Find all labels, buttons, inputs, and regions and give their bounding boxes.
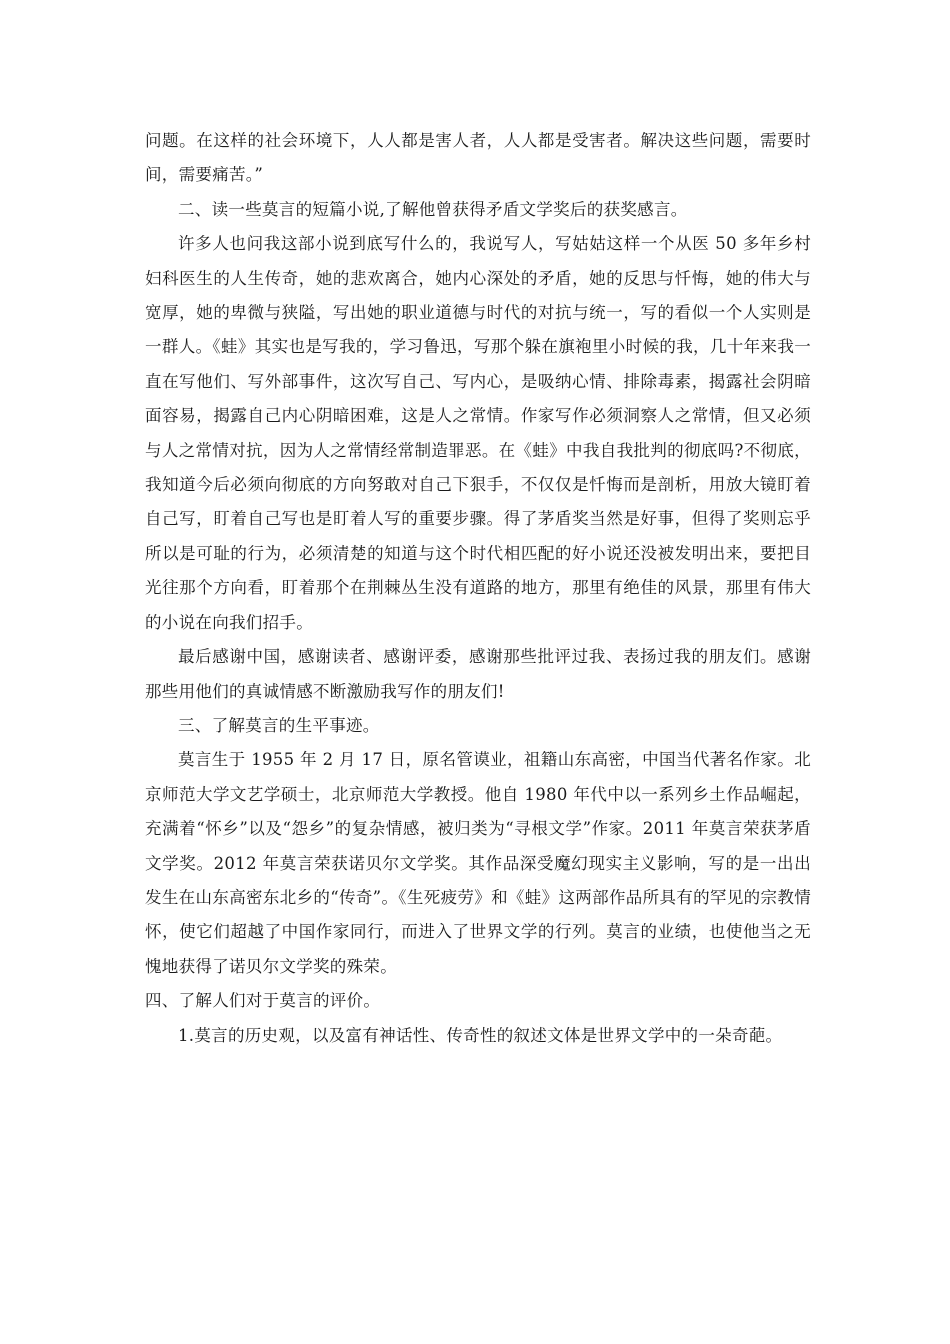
paragraph-continuation: 问题。在这样的社会环境下，人人都是害人者，人人都是受害者。解决这些问题，需要时间，需要痛苦。” <box>145 131 811 185</box>
paragraph-thanks: 最后感谢中国，感谢读者、感谢评委，感谢那些批评过我、表扬过我的朋友们。感谢那些用他们的真诚情感不断激励我写作的朋友们! <box>145 647 811 701</box>
paragraph-acceptance-speech: 许多人也问我这部小说到底写什么的，我说写人，写姑姑这样一个从医 50 多年乡村妇科医生的人生传奇，她的悲欢离合，她内心深处的矛盾，她的反思与忏悔，她的伟大与宽厚，她的卑微与狭隘，写出她的职业道德与时代的对抗与统一，写的看似一个人实则是一群人。《蛙》其实也是写我的，学习鲁迅，写那个躲在旗袍里小时候的我，几十年来我一直在写他们、写外部事件，这次写自己、写内心，是吸纳心情、排除毒素，揭露社会阴暗面容易，揭露自己内心阴暗困难，这是人之常情。作家写作必须洞察人之常情，但又必须与人之常情对抗，因为人之常情经常制造罪恶。在《蛙》中我自我批判的彻底吗?不彻底，我知道今后必须向彻底的方向努敢对自己下狠手，不仅仅是忏悔而是剖析，用放大镜盯着自己写，盯着自己写也是盯着人写的重要步骤。得了茅盾奖当然是好事，但得了奖则忘乎所以是可耻的行为，必须清楚的知道与这个时代相匹配的好小说还没被发明出来，要把目光往那个方向看，盯着那个在荆棘丛生没有道路的地方，那里有绝佳的风景，那里有伟大的小说在向我们招手。 <box>145 234 811 632</box>
section-heading-three: 三、了解莫言的生平事迹。 <box>178 715 380 735</box>
section-heading-four: 四、了解人们对于莫言的评价。 <box>145 991 381 1011</box>
paragraph-biography: 莫言生于 1955 年 2 月 17 日，原名管谟业，祖籍山东高密，中国当代著名作家。北京师范大学文艺学硕士，北京师范大学教授。他自 1980 年代中以一系列乡土作品崛起，充满着“怀乡”以及“怨乡”的复杂情感，被归类为“寻根文学”作家。2011 年莫言荣获茅盾文学奖。2012 年莫言荣获诺贝尔文学奖。其作品深受魔幻现实主义影响，写的是一出出发生在山东高密东北乡的“传奇”。《生死疲劳》和《蛙》这两部作品所具有的罕见的宗教情怀，使它们超越了中国作家同行，而进入了世界文学的行列。莫言的业绩，也使他当之无愧地获得了诺贝尔文学奖的殊荣。 <box>145 750 811 976</box>
document-body <box>145 124 811 1053</box>
paragraph-evaluation-1: 1.莫言的历史观，以及富有神话性、传奇性的叙述文体是世界文学中的一朵奇葩。 <box>178 1025 783 1045</box>
section-heading-two: 二、读一些莫言的短篇小说,了解他曾获得矛盾文学奖后的获奖感言。 <box>178 199 688 219</box>
